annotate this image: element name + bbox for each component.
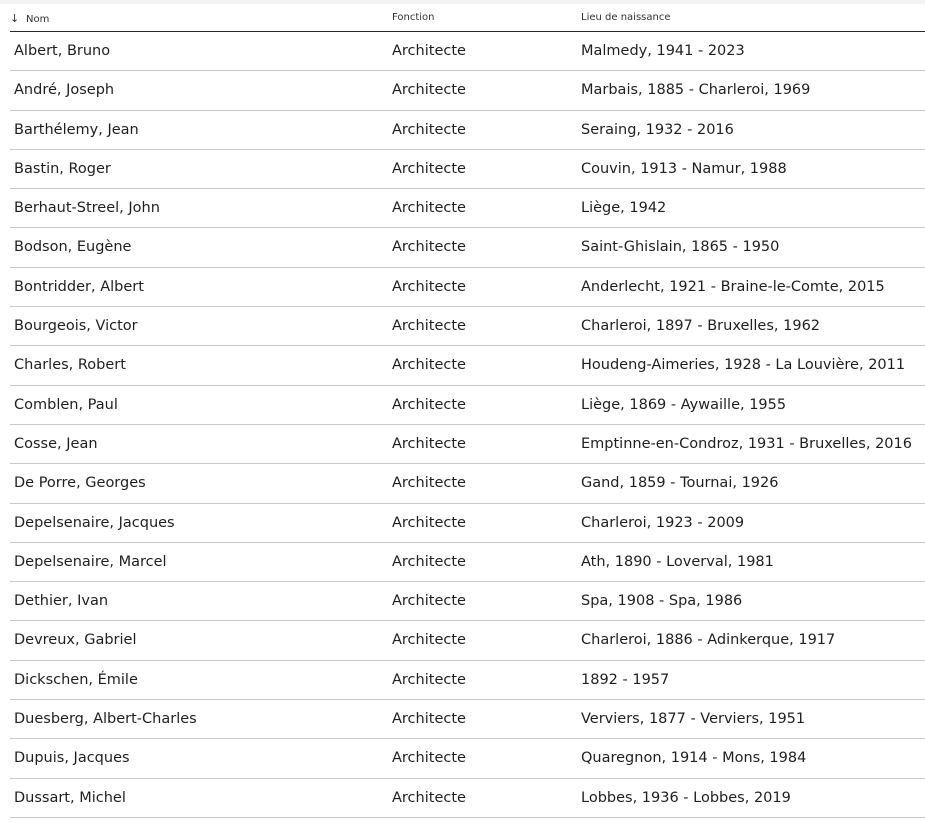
- row-birthplace-cell: Lobbes, 1936 - Lobbes, 2019: [581, 789, 791, 806]
- row-name-cell: Depelsenaire, Marcel: [14, 553, 167, 570]
- row-name-cell: Barthélemy, Jean: [14, 121, 139, 138]
- row-birthplace-cell: Couvin, 1913 - Namur, 1988: [581, 160, 787, 177]
- row-function-cell: Architecte: [392, 632, 466, 649]
- table-row[interactable]: [10, 189, 925, 228]
- row-name-cell: Cosse, Jean: [14, 435, 98, 452]
- row-birthplace-cell: Liège, 1942: [581, 200, 667, 217]
- row-function-cell: Architecte: [392, 278, 466, 295]
- row-name-cell: Depelsenaire, Jacques: [14, 514, 175, 531]
- table-body: [10, 32, 925, 818]
- row-birthplace-cell: Verviers, 1877 - Verviers, 1951: [581, 711, 806, 728]
- row-function-cell: Architecte: [392, 82, 466, 99]
- row-birthplace-cell: Marbais, 1885 - Charleroi, 1969: [581, 82, 811, 99]
- table-row[interactable]: [10, 504, 925, 543]
- table-row[interactable]: [10, 71, 925, 110]
- row-name-cell: De Porre, Georges: [14, 475, 146, 492]
- row-birthplace-cell: Malmedy, 1941 - 2023: [581, 43, 745, 59]
- table-row[interactable]: [10, 739, 925, 778]
- row-birthplace-cell: Seraing, 1932 - 2016: [581, 121, 734, 138]
- table-row[interactable]: [10, 779, 925, 818]
- row-function-cell: Architecte: [392, 435, 466, 452]
- row-function-cell: Architecte: [392, 553, 466, 570]
- table-row[interactable]: [10, 228, 925, 267]
- table-row[interactable]: [10, 346, 925, 385]
- row-birthplace-cell: Anderlecht, 1921 - Braine-le-Comte, 2015: [581, 278, 885, 295]
- row-function-cell: Architecte: [392, 593, 466, 610]
- row-name-cell: Dupuis, Jacques: [14, 750, 130, 767]
- row-function-cell: Architecte: [392, 789, 466, 806]
- row-name-cell: Bontridder, Albert: [14, 278, 144, 295]
- table-header: [10, 4, 925, 32]
- row-birthplace-cell: Houdeng-Aimeries, 1928 - La Louvière, 2011: [581, 357, 906, 374]
- row-birthplace-cell: Emptinne-en-Condroz, 1931 - Bruxelles, 2016: [581, 435, 912, 452]
- table-row[interactable]: [10, 268, 925, 307]
- table-row[interactable]: [10, 150, 925, 189]
- row-function-cell: Architecte: [392, 396, 466, 413]
- row-birthplace-cell: Spa, 1908 - Spa, 1986: [581, 593, 743, 610]
- row-function-cell: Architecte: [392, 750, 466, 767]
- table-row[interactable]: [10, 386, 925, 425]
- row-birthplace-cell: 1892 - 1957: [581, 671, 670, 688]
- column-header-function[interactable]: Fonction: [392, 12, 435, 23]
- architects-table: [10, 4, 925, 818]
- row-birthplace-cell: Ath, 1890 - Loverval, 1981: [581, 553, 774, 570]
- table-row[interactable]: [10, 543, 925, 582]
- row-function-cell: Architecte: [392, 200, 466, 217]
- table-row[interactable]: [10, 661, 925, 700]
- row-name-cell: Dickschen, Émile: [14, 671, 138, 688]
- row-function-cell: Architecte: [392, 514, 466, 531]
- column-header-birthplace[interactable]: Lieu de naissance: [581, 12, 671, 23]
- table-row[interactable]: [10, 464, 925, 503]
- row-name-cell: Bastin, Roger: [14, 160, 111, 177]
- row-function-cell: Architecte: [392, 318, 466, 335]
- row-function-cell: Architecte: [392, 43, 466, 59]
- row-function-cell: Architecte: [392, 711, 466, 728]
- row-name-cell: André, Joseph: [14, 82, 115, 99]
- row-function-cell: Architecte: [392, 121, 466, 138]
- row-birthplace-cell: Charleroi, 1897 - Bruxelles, 1962: [581, 318, 821, 335]
- table-row[interactable]: [10, 621, 925, 660]
- row-name-cell: Bodson, Eugène: [14, 239, 132, 256]
- row-name-cell: Devreux, Gabriel: [14, 632, 137, 649]
- column-header-name-label: Nom: [26, 14, 50, 25]
- table-row[interactable]: [10, 700, 925, 739]
- row-function-cell: Architecte: [392, 357, 466, 374]
- row-function-cell: Architecte: [392, 239, 466, 256]
- table-row[interactable]: [10, 111, 925, 150]
- row-function-cell: Architecte: [392, 671, 466, 688]
- row-name-cell: Charles, Robert: [14, 357, 126, 374]
- row-name-cell: Duesberg, Albert-Charles: [14, 711, 197, 728]
- row-function-cell: Architecte: [392, 160, 466, 177]
- row-function-cell: Architecte: [392, 475, 466, 492]
- row-name-cell: Dussart, Michel: [14, 789, 126, 806]
- row-birthplace-cell: Charleroi, 1923 - 2009: [581, 514, 745, 531]
- row-name-cell: Bourgeois, Victor: [14, 318, 138, 335]
- row-birthplace-cell: Saint-Ghislain, 1865 - 1950: [581, 239, 780, 256]
- row-name-cell: Comblen, Paul: [14, 396, 118, 413]
- row-name-cell: Dethier, Ivan: [14, 593, 109, 610]
- arrow-down-icon: ↓: [10, 12, 20, 25]
- row-birthplace-cell: Gand, 1859 - Tournai, 1926: [581, 475, 779, 492]
- row-birthplace-cell: Quaregnon, 1914 - Mons, 1984: [581, 750, 807, 767]
- row-name-cell: Albert, Bruno: [14, 43, 111, 59]
- row-birthplace-cell: Charleroi, 1886 - Adinkerque, 1917: [581, 632, 836, 649]
- table-row[interactable]: [10, 32, 925, 71]
- row-birthplace-cell: Liège, 1869 - Aywaille, 1955: [581, 396, 787, 413]
- column-header-name[interactable]: [10, 12, 49, 25]
- table-row[interactable]: [10, 582, 925, 621]
- table-row[interactable]: [10, 425, 925, 464]
- table-row[interactable]: [10, 307, 925, 346]
- row-name-cell: Berhaut-Streel, John: [14, 200, 160, 217]
